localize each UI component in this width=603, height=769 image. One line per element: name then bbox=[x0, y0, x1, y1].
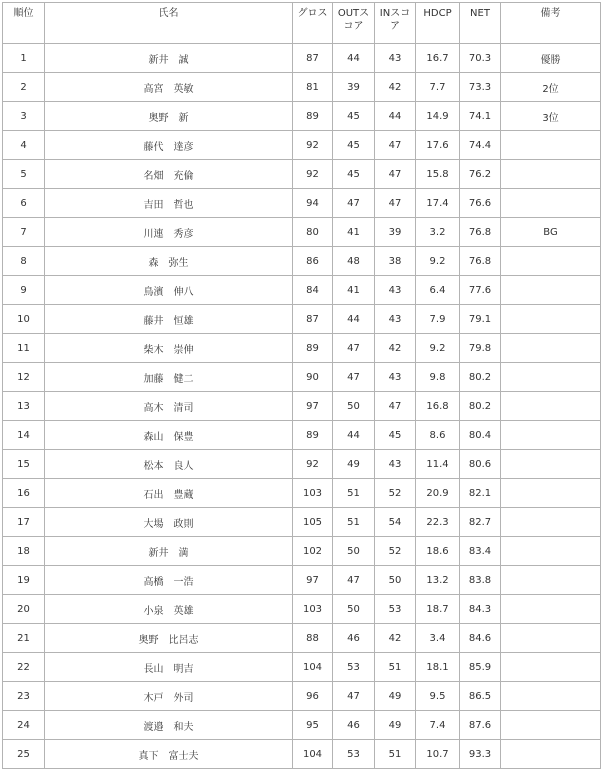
gross-cell: 104 bbox=[293, 740, 333, 769]
table-row bbox=[3, 740, 601, 769]
net-cell: 87.6 bbox=[460, 711, 501, 740]
net-cell: 83.8 bbox=[460, 566, 501, 595]
gross-cell: 103 bbox=[293, 595, 333, 624]
table-row bbox=[3, 102, 601, 131]
rank-cell: 14 bbox=[3, 421, 45, 450]
name-cell: 木戸 外司 bbox=[45, 682, 293, 711]
net-cell: 74.4 bbox=[460, 131, 501, 160]
hdcp-cell: 13.2 bbox=[416, 566, 460, 595]
gross-cell: 97 bbox=[293, 566, 333, 595]
hdcp-cell: 9.2 bbox=[416, 334, 460, 363]
name-cell: 石出 豊蔵 bbox=[45, 479, 293, 508]
net-cell: 76.2 bbox=[460, 160, 501, 189]
rank-cell: 17 bbox=[3, 508, 45, 537]
table-row bbox=[3, 247, 601, 276]
in-score-cell: 50 bbox=[375, 566, 416, 595]
col-header-rank: 順位 bbox=[3, 3, 45, 44]
note-cell: 2位 bbox=[501, 73, 601, 102]
name-cell: 高橋 一浩 bbox=[45, 566, 293, 595]
rank-cell: 1 bbox=[3, 44, 45, 73]
in-score-cell: 43 bbox=[375, 363, 416, 392]
gross-cell: 80 bbox=[293, 218, 333, 247]
out-score-cell: 50 bbox=[333, 537, 375, 566]
net-cell: 93.3 bbox=[460, 740, 501, 769]
gross-cell: 89 bbox=[293, 102, 333, 131]
out-score-cell: 47 bbox=[333, 566, 375, 595]
in-score-cell: 51 bbox=[375, 653, 416, 682]
net-cell: 80.2 bbox=[460, 363, 501, 392]
out-score-cell: 50 bbox=[333, 392, 375, 421]
gross-cell: 87 bbox=[293, 305, 333, 334]
in-score-cell: 47 bbox=[375, 160, 416, 189]
header-row bbox=[3, 3, 601, 44]
out-score-cell: 45 bbox=[333, 160, 375, 189]
note-cell bbox=[501, 334, 601, 363]
rank-cell: 20 bbox=[3, 595, 45, 624]
note-cell bbox=[501, 247, 601, 276]
out-score-cell: 46 bbox=[333, 711, 375, 740]
note-cell bbox=[501, 653, 601, 682]
rank-cell: 9 bbox=[3, 276, 45, 305]
col-header-in: INスコア bbox=[375, 3, 416, 44]
rank-cell: 11 bbox=[3, 334, 45, 363]
table-row bbox=[3, 682, 601, 711]
in-score-cell: 39 bbox=[375, 218, 416, 247]
name-cell: 川連 秀彦 bbox=[45, 218, 293, 247]
hdcp-cell: 3.2 bbox=[416, 218, 460, 247]
col-header-gross: グロス bbox=[293, 3, 333, 44]
rank-cell: 23 bbox=[3, 682, 45, 711]
hdcp-cell: 14.9 bbox=[416, 102, 460, 131]
in-score-cell: 47 bbox=[375, 131, 416, 160]
net-cell: 84.6 bbox=[460, 624, 501, 653]
col-header-hdcp: HDCP bbox=[416, 3, 460, 44]
out-score-cell: 47 bbox=[333, 189, 375, 218]
gross-cell: 86 bbox=[293, 247, 333, 276]
net-cell: 79.1 bbox=[460, 305, 501, 334]
hdcp-cell: 9.8 bbox=[416, 363, 460, 392]
name-cell: 新井 誠 bbox=[45, 44, 293, 73]
rank-cell: 4 bbox=[3, 131, 45, 160]
name-cell: 松本 良人 bbox=[45, 450, 293, 479]
table-row bbox=[3, 131, 601, 160]
table-row bbox=[3, 73, 601, 102]
net-cell: 82.7 bbox=[460, 508, 501, 537]
out-score-cell: 51 bbox=[333, 479, 375, 508]
table-row bbox=[3, 276, 601, 305]
table-row bbox=[3, 421, 601, 450]
rank-cell: 8 bbox=[3, 247, 45, 276]
in-score-cell: 49 bbox=[375, 682, 416, 711]
gross-cell: 92 bbox=[293, 160, 333, 189]
gross-cell: 89 bbox=[293, 421, 333, 450]
out-score-cell: 53 bbox=[333, 740, 375, 769]
name-cell: 柴木 崇伸 bbox=[45, 334, 293, 363]
gross-cell: 103 bbox=[293, 479, 333, 508]
in-score-cell: 43 bbox=[375, 450, 416, 479]
hdcp-cell: 18.6 bbox=[416, 537, 460, 566]
hdcp-cell: 10.7 bbox=[416, 740, 460, 769]
net-cell: 80.6 bbox=[460, 450, 501, 479]
gross-cell: 105 bbox=[293, 508, 333, 537]
table-row bbox=[3, 479, 601, 508]
table-row bbox=[3, 160, 601, 189]
rank-cell: 7 bbox=[3, 218, 45, 247]
net-cell: 70.3 bbox=[460, 44, 501, 73]
gross-cell: 90 bbox=[293, 363, 333, 392]
name-cell: 藤井 恒雄 bbox=[45, 305, 293, 334]
hdcp-cell: 8.6 bbox=[416, 421, 460, 450]
rank-cell: 18 bbox=[3, 537, 45, 566]
note-cell: 3位 bbox=[501, 102, 601, 131]
note-cell bbox=[501, 421, 601, 450]
note-cell bbox=[501, 740, 601, 769]
out-score-cell: 47 bbox=[333, 363, 375, 392]
net-cell: 82.1 bbox=[460, 479, 501, 508]
net-cell: 85.9 bbox=[460, 653, 501, 682]
in-score-cell: 47 bbox=[375, 392, 416, 421]
net-cell: 80.4 bbox=[460, 421, 501, 450]
note-cell bbox=[501, 566, 601, 595]
name-cell: 藤代 達彦 bbox=[45, 131, 293, 160]
hdcp-cell: 17.6 bbox=[416, 131, 460, 160]
results-body bbox=[3, 44, 601, 769]
rank-cell: 15 bbox=[3, 450, 45, 479]
in-score-cell: 43 bbox=[375, 276, 416, 305]
name-cell: 森山 保豊 bbox=[45, 421, 293, 450]
rank-cell: 2 bbox=[3, 73, 45, 102]
hdcp-cell: 11.4 bbox=[416, 450, 460, 479]
name-cell: 大場 政則 bbox=[45, 508, 293, 537]
table-row bbox=[3, 44, 601, 73]
out-score-cell: 41 bbox=[333, 218, 375, 247]
col-header-out: OUTスコア bbox=[333, 3, 375, 44]
gross-cell: 88 bbox=[293, 624, 333, 653]
net-cell: 77.6 bbox=[460, 276, 501, 305]
net-cell: 83.4 bbox=[460, 537, 501, 566]
hdcp-cell: 3.4 bbox=[416, 624, 460, 653]
rank-cell: 22 bbox=[3, 653, 45, 682]
table-row bbox=[3, 624, 601, 653]
in-score-cell: 42 bbox=[375, 624, 416, 653]
note-cell bbox=[501, 682, 601, 711]
table-row bbox=[3, 189, 601, 218]
gross-cell: 84 bbox=[293, 276, 333, 305]
in-score-cell: 47 bbox=[375, 189, 416, 218]
out-score-cell: 39 bbox=[333, 73, 375, 102]
note-cell bbox=[501, 479, 601, 508]
col-header-net: NET bbox=[460, 3, 501, 44]
name-cell: 森 弥生 bbox=[45, 247, 293, 276]
note-cell bbox=[501, 305, 601, 334]
in-score-cell: 42 bbox=[375, 73, 416, 102]
out-score-cell: 44 bbox=[333, 421, 375, 450]
note-cell: 優勝 bbox=[501, 44, 601, 73]
hdcp-cell: 7.9 bbox=[416, 305, 460, 334]
col-header-name: 氏名 bbox=[45, 3, 293, 44]
hdcp-cell: 9.2 bbox=[416, 247, 460, 276]
hdcp-cell: 22.3 bbox=[416, 508, 460, 537]
gross-cell: 94 bbox=[293, 189, 333, 218]
in-score-cell: 51 bbox=[375, 740, 416, 769]
note-cell bbox=[501, 131, 601, 160]
in-score-cell: 53 bbox=[375, 595, 416, 624]
out-score-cell: 47 bbox=[333, 334, 375, 363]
net-cell: 84.3 bbox=[460, 595, 501, 624]
note-cell bbox=[501, 189, 601, 218]
in-score-cell: 42 bbox=[375, 334, 416, 363]
name-cell: 奥野 比呂志 bbox=[45, 624, 293, 653]
rank-cell: 6 bbox=[3, 189, 45, 218]
gross-cell: 81 bbox=[293, 73, 333, 102]
hdcp-cell: 17.4 bbox=[416, 189, 460, 218]
gross-cell: 96 bbox=[293, 682, 333, 711]
table-row bbox=[3, 334, 601, 363]
out-score-cell: 45 bbox=[333, 102, 375, 131]
note-cell bbox=[501, 537, 601, 566]
name-cell: 鳥濱 伸八 bbox=[45, 276, 293, 305]
table-row bbox=[3, 392, 601, 421]
in-score-cell: 49 bbox=[375, 711, 416, 740]
rank-cell: 13 bbox=[3, 392, 45, 421]
gross-cell: 97 bbox=[293, 392, 333, 421]
note-cell bbox=[501, 392, 601, 421]
gross-cell: 102 bbox=[293, 537, 333, 566]
out-score-cell: 47 bbox=[333, 682, 375, 711]
table-row bbox=[3, 537, 601, 566]
out-score-cell: 49 bbox=[333, 450, 375, 479]
net-cell: 80.2 bbox=[460, 392, 501, 421]
rank-cell: 24 bbox=[3, 711, 45, 740]
net-cell: 73.3 bbox=[460, 73, 501, 102]
out-score-cell: 50 bbox=[333, 595, 375, 624]
table-row bbox=[3, 450, 601, 479]
table-row bbox=[3, 595, 601, 624]
hdcp-cell: 7.4 bbox=[416, 711, 460, 740]
rank-cell: 3 bbox=[3, 102, 45, 131]
table-row bbox=[3, 508, 601, 537]
net-cell: 76.6 bbox=[460, 189, 501, 218]
rank-cell: 12 bbox=[3, 363, 45, 392]
name-cell: 真下 富士夫 bbox=[45, 740, 293, 769]
gross-cell: 89 bbox=[293, 334, 333, 363]
name-cell: 新井 満 bbox=[45, 537, 293, 566]
hdcp-cell: 15.8 bbox=[416, 160, 460, 189]
table-row bbox=[3, 363, 601, 392]
hdcp-cell: 16.7 bbox=[416, 44, 460, 73]
hdcp-cell: 7.7 bbox=[416, 73, 460, 102]
net-cell: 79.8 bbox=[460, 334, 501, 363]
name-cell: 渡邉 和夫 bbox=[45, 711, 293, 740]
in-score-cell: 38 bbox=[375, 247, 416, 276]
hdcp-cell: 9.5 bbox=[416, 682, 460, 711]
out-score-cell: 53 bbox=[333, 653, 375, 682]
in-score-cell: 52 bbox=[375, 479, 416, 508]
note-cell bbox=[501, 595, 601, 624]
net-cell: 74.1 bbox=[460, 102, 501, 131]
in-score-cell: 45 bbox=[375, 421, 416, 450]
net-cell: 76.8 bbox=[460, 247, 501, 276]
rank-cell: 5 bbox=[3, 160, 45, 189]
note-cell bbox=[501, 624, 601, 653]
out-score-cell: 51 bbox=[333, 508, 375, 537]
rank-cell: 16 bbox=[3, 479, 45, 508]
note-cell bbox=[501, 160, 601, 189]
gross-cell: 104 bbox=[293, 653, 333, 682]
out-score-cell: 48 bbox=[333, 247, 375, 276]
out-score-cell: 44 bbox=[333, 305, 375, 334]
table-row bbox=[3, 566, 601, 595]
out-score-cell: 41 bbox=[333, 276, 375, 305]
note-cell bbox=[501, 363, 601, 392]
gross-cell: 92 bbox=[293, 131, 333, 160]
table-row bbox=[3, 218, 601, 247]
net-cell: 76.8 bbox=[460, 218, 501, 247]
name-cell: 吉田 哲也 bbox=[45, 189, 293, 218]
name-cell: 加藤 健二 bbox=[45, 363, 293, 392]
note-cell bbox=[501, 450, 601, 479]
note-cell bbox=[501, 508, 601, 537]
gross-cell: 92 bbox=[293, 450, 333, 479]
note-cell bbox=[501, 711, 601, 740]
name-cell: 小泉 英雄 bbox=[45, 595, 293, 624]
rank-cell: 10 bbox=[3, 305, 45, 334]
hdcp-cell: 18.7 bbox=[416, 595, 460, 624]
note-cell bbox=[501, 276, 601, 305]
in-score-cell: 52 bbox=[375, 537, 416, 566]
in-score-cell: 54 bbox=[375, 508, 416, 537]
table-row bbox=[3, 653, 601, 682]
name-cell: 高宮 英敏 bbox=[45, 73, 293, 102]
hdcp-cell: 16.8 bbox=[416, 392, 460, 421]
in-score-cell: 43 bbox=[375, 305, 416, 334]
out-score-cell: 46 bbox=[333, 624, 375, 653]
hdcp-cell: 18.1 bbox=[416, 653, 460, 682]
table-row bbox=[3, 711, 601, 740]
net-cell: 86.5 bbox=[460, 682, 501, 711]
results-table bbox=[2, 2, 601, 769]
name-cell: 奥野 新 bbox=[45, 102, 293, 131]
in-score-cell: 44 bbox=[375, 102, 416, 131]
rank-cell: 21 bbox=[3, 624, 45, 653]
rank-cell: 19 bbox=[3, 566, 45, 595]
name-cell: 高木 清司 bbox=[45, 392, 293, 421]
name-cell: 長山 明吉 bbox=[45, 653, 293, 682]
table-row bbox=[3, 305, 601, 334]
out-score-cell: 45 bbox=[333, 131, 375, 160]
hdcp-cell: 6.4 bbox=[416, 276, 460, 305]
gross-cell: 87 bbox=[293, 44, 333, 73]
hdcp-cell: 20.9 bbox=[416, 479, 460, 508]
in-score-cell: 43 bbox=[375, 44, 416, 73]
name-cell: 名畑 充倫 bbox=[45, 160, 293, 189]
col-header-note: 備考 bbox=[501, 3, 601, 44]
gross-cell: 95 bbox=[293, 711, 333, 740]
rank-cell: 25 bbox=[3, 740, 45, 769]
note-cell: BG bbox=[501, 218, 601, 247]
out-score-cell: 44 bbox=[333, 44, 375, 73]
